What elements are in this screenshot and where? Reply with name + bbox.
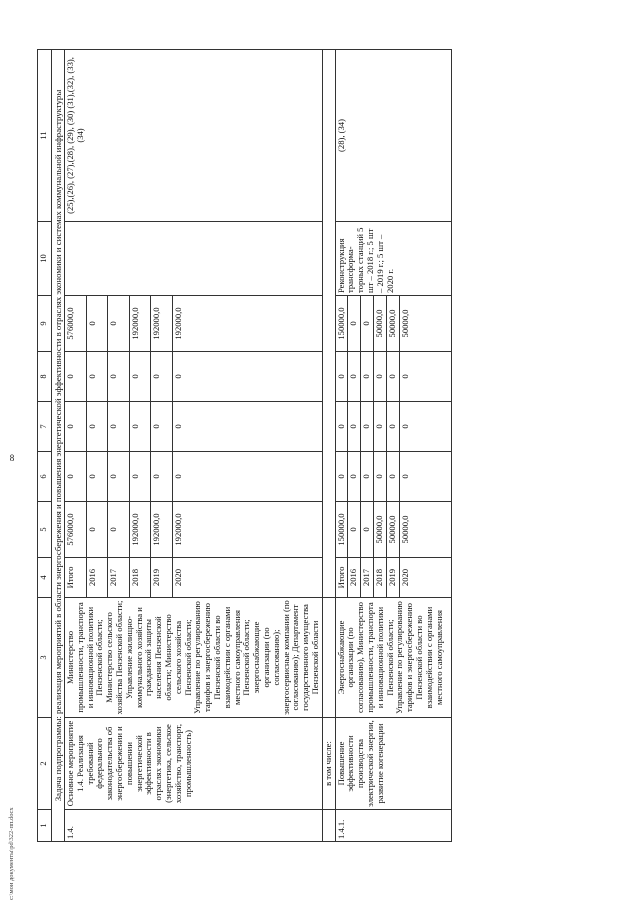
value-cell: 0 [108, 352, 130, 402]
footer-file-path: c:\мои документы\pd\322-пп.docx [8, 807, 15, 900]
table-row [335, 50, 348, 842]
column-numbers-row [38, 50, 52, 842]
value-cell: 50000,0 [399, 502, 451, 558]
measure-name: Повышение эффективности производства электрической энергии, развитие когенерации [335, 718, 451, 810]
year-cell: 2017 [361, 558, 374, 598]
value-cell: 576000,0 [65, 296, 87, 352]
value-cell: 150000,0 [335, 502, 348, 558]
value-cell: 0 [386, 452, 399, 502]
value-cell: 0 [335, 452, 348, 502]
value-cell: 192000,0 [151, 296, 173, 352]
value-cell: 192000,0 [172, 502, 322, 558]
links-cell: (25),(26), (27),(28), (29), (30) (31),(32), (33),(34) [65, 50, 323, 222]
page-number: 8 [9, 453, 15, 463]
value-cell: 0 [172, 452, 322, 502]
measure-executors: Энергоснабжающие организации (по согласованию), Министерство промышленности, транспорта и инновационной политики Пензенской области; Управление по регулированию тарифов и энергосбережению Пензенской области во взаимодействии с органами местного самоуправления [335, 598, 451, 718]
value-cell: 0 [386, 402, 399, 452]
value-cell: 576000,0 [65, 502, 87, 558]
value-cell: 150000,0 [335, 296, 348, 352]
value-cell: 0 [373, 402, 386, 452]
in-that-number-label: в том числе: [322, 718, 335, 810]
value-cell: 0 [373, 452, 386, 502]
value-cell: 0 [65, 352, 87, 402]
year-cell: Итого [335, 558, 348, 598]
value-cell: 0 [108, 296, 130, 352]
empty-cell [322, 810, 335, 842]
value-cell: 0 [361, 402, 374, 452]
indicator-cell: Реконструкция трансформа-торных станций 5 шт – 2018 г.; 5 шт – 2019 г.; 5 шт – 2020 г. [335, 222, 451, 296]
value-cell: 0 [399, 452, 451, 502]
value-cell: 0 [129, 402, 151, 452]
value-cell: 0 [86, 502, 108, 558]
value-cell: 192000,0 [129, 296, 151, 352]
task-title: Задача подпрограммы: реализация мероприятий в области энергосбережения и повышения энергетической эффективности в отраслях экономики и системах коммунальной инфраструктуры [52, 50, 65, 842]
value-cell: 50000,0 [399, 296, 451, 352]
value-cell: 0 [151, 352, 173, 402]
col-num-3: 3 [38, 598, 52, 718]
task-title-row [52, 50, 65, 842]
value-cell: 0 [129, 452, 151, 502]
value-cell: 0 [348, 296, 361, 352]
value-cell: 0 [373, 352, 386, 402]
value-cell: 0 [399, 402, 451, 452]
year-cell: 2020 [399, 558, 451, 598]
value-cell: 0 [172, 402, 322, 452]
year-cell: 2020 [172, 558, 322, 598]
value-cell: 192000,0 [129, 502, 151, 558]
value-cell: 0 [348, 502, 361, 558]
col-num-9: 9 [38, 296, 52, 352]
measure-name: Основное мероприятие 1.4. Реализация требований федерального законодательства об энергосбережении и повышении энергетической эффективности в отраслях экономики (энергетика, сельское хозяйство, транспорт, промышленность) [65, 718, 323, 810]
value-cell: 0 [65, 452, 87, 502]
year-cell: 2018 [373, 558, 386, 598]
year-cell: 2019 [151, 558, 173, 598]
value-cell: 0 [348, 452, 361, 502]
indicator-cell [65, 222, 323, 296]
value-cell: 50000,0 [386, 296, 399, 352]
value-cell: 50000,0 [373, 296, 386, 352]
value-cell: 0 [108, 502, 130, 558]
col-num-6: 6 [38, 452, 52, 502]
col-num-7: 7 [38, 402, 52, 452]
value-cell: 0 [129, 352, 151, 402]
value-cell: 192000,0 [172, 296, 322, 352]
value-cell: 0 [108, 402, 130, 452]
col-num-8: 8 [38, 352, 52, 402]
year-cell: 2019 [386, 558, 399, 598]
empty-cell [322, 598, 335, 718]
measure-number: 1.4. [65, 810, 323, 842]
value-cell: 0 [399, 352, 451, 402]
col-num-2: 2 [38, 718, 52, 810]
value-cell: 0 [172, 352, 322, 402]
value-cell: 0 [151, 402, 173, 452]
value-cell: 0 [348, 402, 361, 452]
year-cell: 2016 [348, 558, 361, 598]
value-cell: 0 [86, 402, 108, 452]
value-cell: 0 [335, 402, 348, 452]
col-num-1: 1 [38, 810, 52, 842]
empty-cell [322, 50, 335, 598]
table-row [65, 50, 87, 842]
value-cell: 0 [86, 452, 108, 502]
measure-executors: Министерство промышленности, транспорта и инновационной политики Пензенской области; Министерство сельского хозяйства Пензенской области; Управление жилищно-коммунального хозяйства и гражданской защиты населения Пензенской области; Министерство сельского хозяйства Пензенской области; Управление по регулированию тарифов и энергосбережению Пензенской области во взаимодействии с органами местного самоуправления Пензенской области; энергоснабжающие организации (по согласованию); энергосервисные компании (по согласованию); Департамент государственного имущества Пензенской области [65, 598, 323, 718]
year-cell: 2017 [108, 558, 130, 598]
table-row [322, 50, 335, 842]
value-cell: 0 [86, 296, 108, 352]
value-cell: 0 [361, 352, 374, 402]
col-num-4: 4 [38, 558, 52, 598]
measures-table [37, 49, 452, 842]
value-cell: 0 [65, 402, 87, 452]
value-cell: 0 [361, 296, 374, 352]
value-cell: 0 [386, 352, 399, 402]
value-cell: 50000,0 [386, 502, 399, 558]
value-cell: 50000,0 [373, 502, 386, 558]
links-cell: (28), (34) [335, 50, 451, 222]
year-cell: Итого [65, 558, 87, 598]
value-cell: 0 [151, 452, 173, 502]
value-cell: 192000,0 [151, 502, 173, 558]
year-cell: 2016 [86, 558, 108, 598]
year-cell: 2018 [129, 558, 151, 598]
value-cell: 0 [335, 352, 348, 402]
col-num-10: 10 [38, 222, 52, 296]
measure-number: 1.4.1. [335, 810, 451, 842]
col-num-11: 11 [38, 50, 52, 222]
value-cell: 0 [108, 452, 130, 502]
value-cell: 0 [361, 502, 374, 558]
value-cell: 0 [86, 352, 108, 402]
value-cell: 0 [348, 352, 361, 402]
col-num-5: 5 [38, 502, 52, 558]
value-cell: 0 [361, 452, 374, 502]
